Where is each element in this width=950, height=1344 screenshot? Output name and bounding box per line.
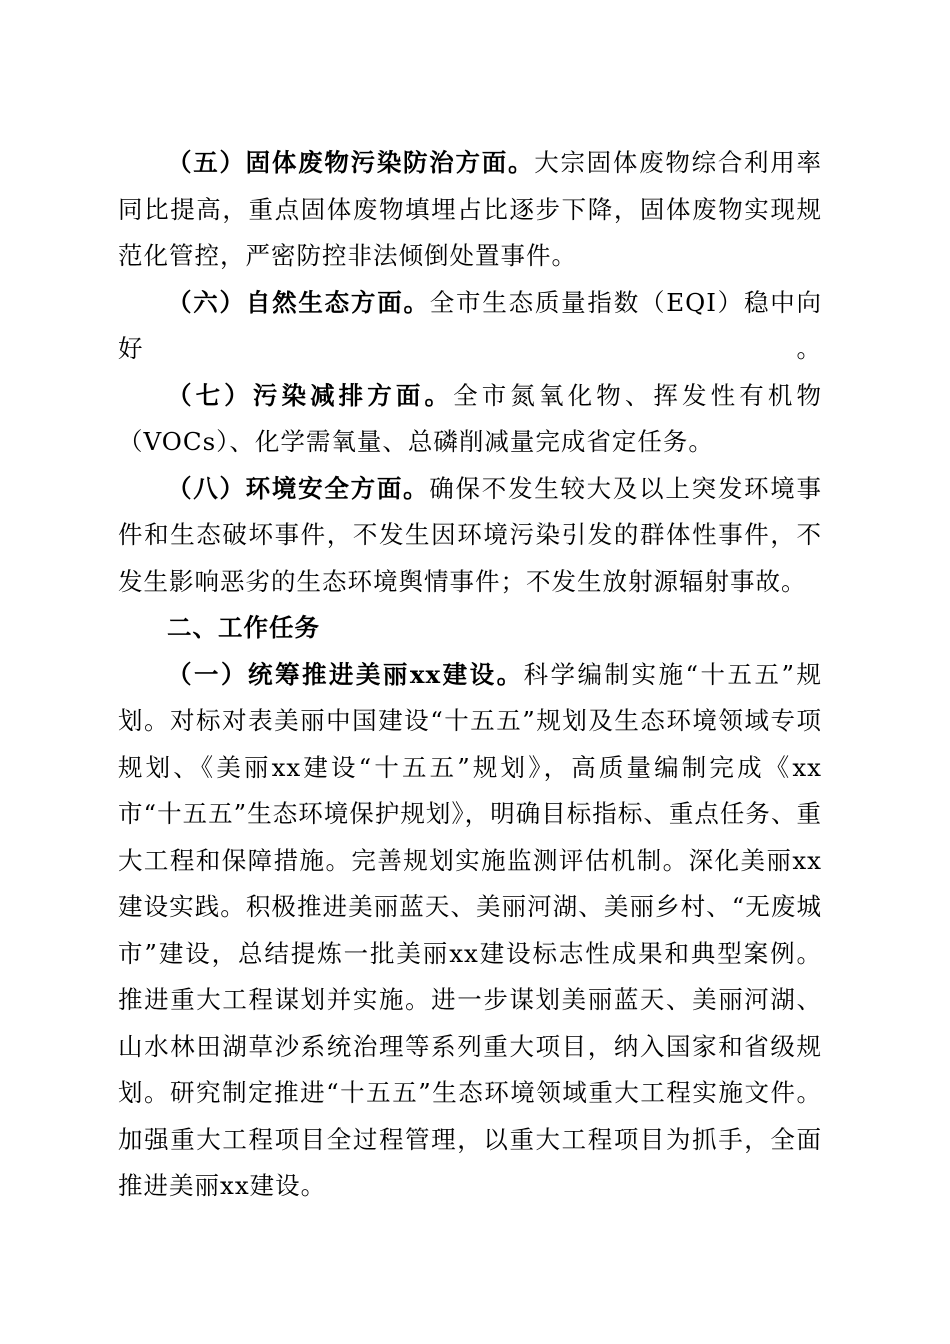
paragraph-text: 全市生态质量指数（EQI）稳中向好。 [118, 287, 822, 363]
paragraph-text: 全市氮氧化物、挥发性有机物（VOCs）、化学需氧量、总磷削减量完成省定任务。 [118, 380, 823, 456]
paragraph-solid-waste [118, 140, 822, 280]
paragraph-lead: （五）固体废物污染防治方面。 [167, 148, 535, 177]
section-heading: 二、工作任务 [167, 613, 320, 642]
paragraph-natural-ecology [118, 280, 822, 373]
paragraph-lead: （七）污染减排方面。 [167, 380, 454, 410]
paragraph-lead: （一）统筹推进美丽xx建设。 [167, 659, 524, 689]
paragraph-text: 大宗固体废物综合利用率同比提高，重点固体废物填埋占比逐步下降，固体废物实现规范化管控，严密防控非法倾倒处置事件。 [118, 148, 823, 270]
paragraph-beautiful-xx [118, 652, 822, 1210]
paragraph-environmental-safety [118, 466, 822, 606]
document-body [118, 140, 822, 1210]
paragraph-lead: （六）自然生态方面。 [167, 287, 430, 317]
paragraph-emission-reduction [118, 373, 822, 466]
paragraph-text: 确保不发生较大及以上突发环境事件和生态破坏事件，不发生因环境污染引发的群体性事件，不发生影响恶劣的生态环境舆情事件；不发生放射源辐射事故。 [118, 473, 823, 596]
paragraph-lead: （八）环境安全方面。 [167, 473, 430, 503]
paragraph-text: 科学编制实施“十五五”规划。对标对表美丽中国建设“十五五”规划及生态环境领域专项规划、《美丽xx建设“十五五”规划》，高质量编制完成《xx市“十五五”生态环境保护规划》，明确目标指标、重点任务、重大工程和保障措施。完善规划实施监测评估机制。深化美丽xx建设实践。积极推进美丽蓝天、美丽河湖、美丽乡村、“无废城市”建设，总结提炼一批美丽xx建设标志性成果和典型案例。推进重大工程谋划并实施。进一步谋划美丽蓝天、美丽河湖、山水林田湖草沙系统治理等系列重大项目，纳入国家和省级规划。研究制定推进“十五五”生态环境领域重大工程实施文件。加强重大工程项目全过程管理，以重大工程项目为抓手，全面推进美丽xx建设。 [118, 659, 822, 1200]
